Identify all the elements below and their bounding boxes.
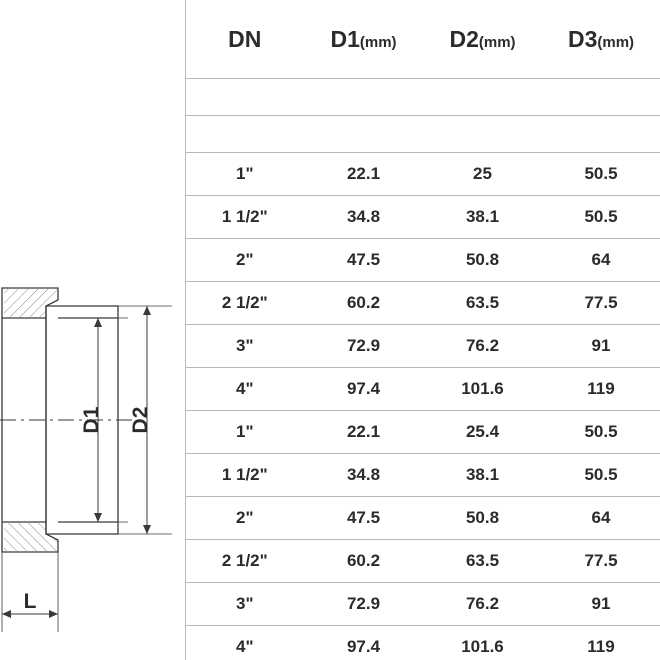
table-body — [186, 79, 660, 660]
table-blank-cell — [424, 79, 542, 116]
column-header-d2-unit: (mm) — [478, 33, 516, 51]
table-row — [186, 626, 660, 660]
cell-d1: 22.1 — [304, 153, 424, 196]
cell-d1: 72.9 — [304, 325, 424, 368]
cell-dn: 4" — [186, 368, 304, 411]
cell-d2: 38.1 — [424, 196, 542, 239]
cell-d3: 64 — [542, 497, 660, 540]
cell-d2: 25.4 — [424, 411, 542, 454]
cell-d1: 60.2 — [304, 540, 424, 583]
dimension-label-d2: D2 — [129, 406, 152, 434]
cell-d1: 22.1 — [304, 411, 424, 454]
table-row — [186, 540, 660, 583]
cell-d3: 77.5 — [542, 540, 660, 583]
dimensions-table — [185, 0, 660, 660]
table-row — [186, 325, 660, 368]
table-blank-cell — [186, 79, 304, 116]
table-blank-cell — [424, 116, 542, 153]
cell-d1: 60.2 — [304, 282, 424, 325]
cell-d1: 34.8 — [304, 196, 424, 239]
column-header-d3 — [542, 0, 660, 79]
table-row — [186, 153, 660, 196]
cell-d3: 50.5 — [542, 153, 660, 196]
cell-d3: 91 — [542, 325, 660, 368]
column-header-dn — [186, 0, 304, 79]
cell-d3: 91 — [542, 583, 660, 626]
cell-dn: 2" — [186, 239, 304, 282]
table-row — [186, 368, 660, 411]
column-header-d1-label: D1 — [330, 25, 360, 52]
cell-d1: 97.4 — [304, 368, 424, 411]
table-header-row — [186, 0, 660, 79]
drawing-svg — [0, 0, 185, 660]
cell-d2: 50.8 — [424, 239, 542, 282]
table-row — [186, 282, 660, 325]
cell-dn: 2 1/2" — [186, 282, 304, 325]
cell-dn: 1 1/2" — [186, 196, 304, 239]
table-row — [186, 196, 660, 239]
column-header-d1-unit: (mm) — [359, 33, 397, 51]
cell-d2: 76.2 — [424, 325, 542, 368]
table-blank-cell — [186, 116, 304, 153]
cell-d3: 119 — [542, 626, 660, 660]
column-header-d3-label: D3 — [567, 25, 598, 52]
cell-d3: 50.5 — [542, 411, 660, 454]
cell-d3: 119 — [542, 368, 660, 411]
cell-dn: 3" — [186, 325, 304, 368]
cell-dn: 3" — [186, 583, 304, 626]
cell-dn: 2 1/2" — [186, 540, 304, 583]
cell-d2: 63.5 — [424, 282, 542, 325]
cell-d2: 38.1 — [424, 454, 542, 497]
cell-d1: 97.4 — [304, 626, 424, 660]
cell-d2: 101.6 — [424, 626, 542, 660]
cell-d2: 63.5 — [424, 540, 542, 583]
cell-d3: 77.5 — [542, 282, 660, 325]
table-row — [186, 583, 660, 626]
cell-dn: 2" — [186, 497, 304, 540]
dimension-label-l: L — [23, 590, 37, 613]
cell-d3: 64 — [542, 239, 660, 282]
table-blank-row — [186, 116, 660, 153]
column-header-d1 — [304, 0, 424, 79]
cell-dn: 1" — [186, 411, 304, 454]
cell-d2: 101.6 — [424, 368, 542, 411]
table-row — [186, 411, 660, 454]
column-header-dn-label: DN — [228, 25, 262, 52]
cell-dn: 4" — [186, 626, 304, 660]
column-header-d2-label: D2 — [449, 25, 479, 52]
table-row — [186, 497, 660, 540]
table-blank-cell — [304, 79, 424, 116]
table-row — [186, 454, 660, 497]
column-header-d2 — [424, 0, 542, 79]
cell-d3: 50.5 — [542, 454, 660, 497]
cell-d1: 47.5 — [304, 497, 424, 540]
cell-d2: 76.2 — [424, 583, 542, 626]
table-row — [186, 239, 660, 282]
cell-d1: 34.8 — [304, 454, 424, 497]
table-blank-cell — [542, 79, 660, 116]
cell-d1: 47.5 — [304, 239, 424, 282]
cell-d2: 50.8 — [424, 497, 542, 540]
cell-d2: 25 — [424, 153, 542, 196]
ferrule-technical-drawing — [0, 0, 185, 660]
cell-dn: 1" — [186, 153, 304, 196]
cell-dn: 1 1/2" — [186, 454, 304, 497]
dimension-label-d1: D1 — [80, 406, 103, 434]
cell-d1: 72.9 — [304, 583, 424, 626]
table-blank-row — [186, 79, 660, 116]
cell-d3: 50.5 — [542, 196, 660, 239]
table-blank-cell — [304, 116, 424, 153]
table-blank-cell — [542, 116, 660, 153]
column-header-d3-unit: (mm) — [597, 33, 635, 51]
